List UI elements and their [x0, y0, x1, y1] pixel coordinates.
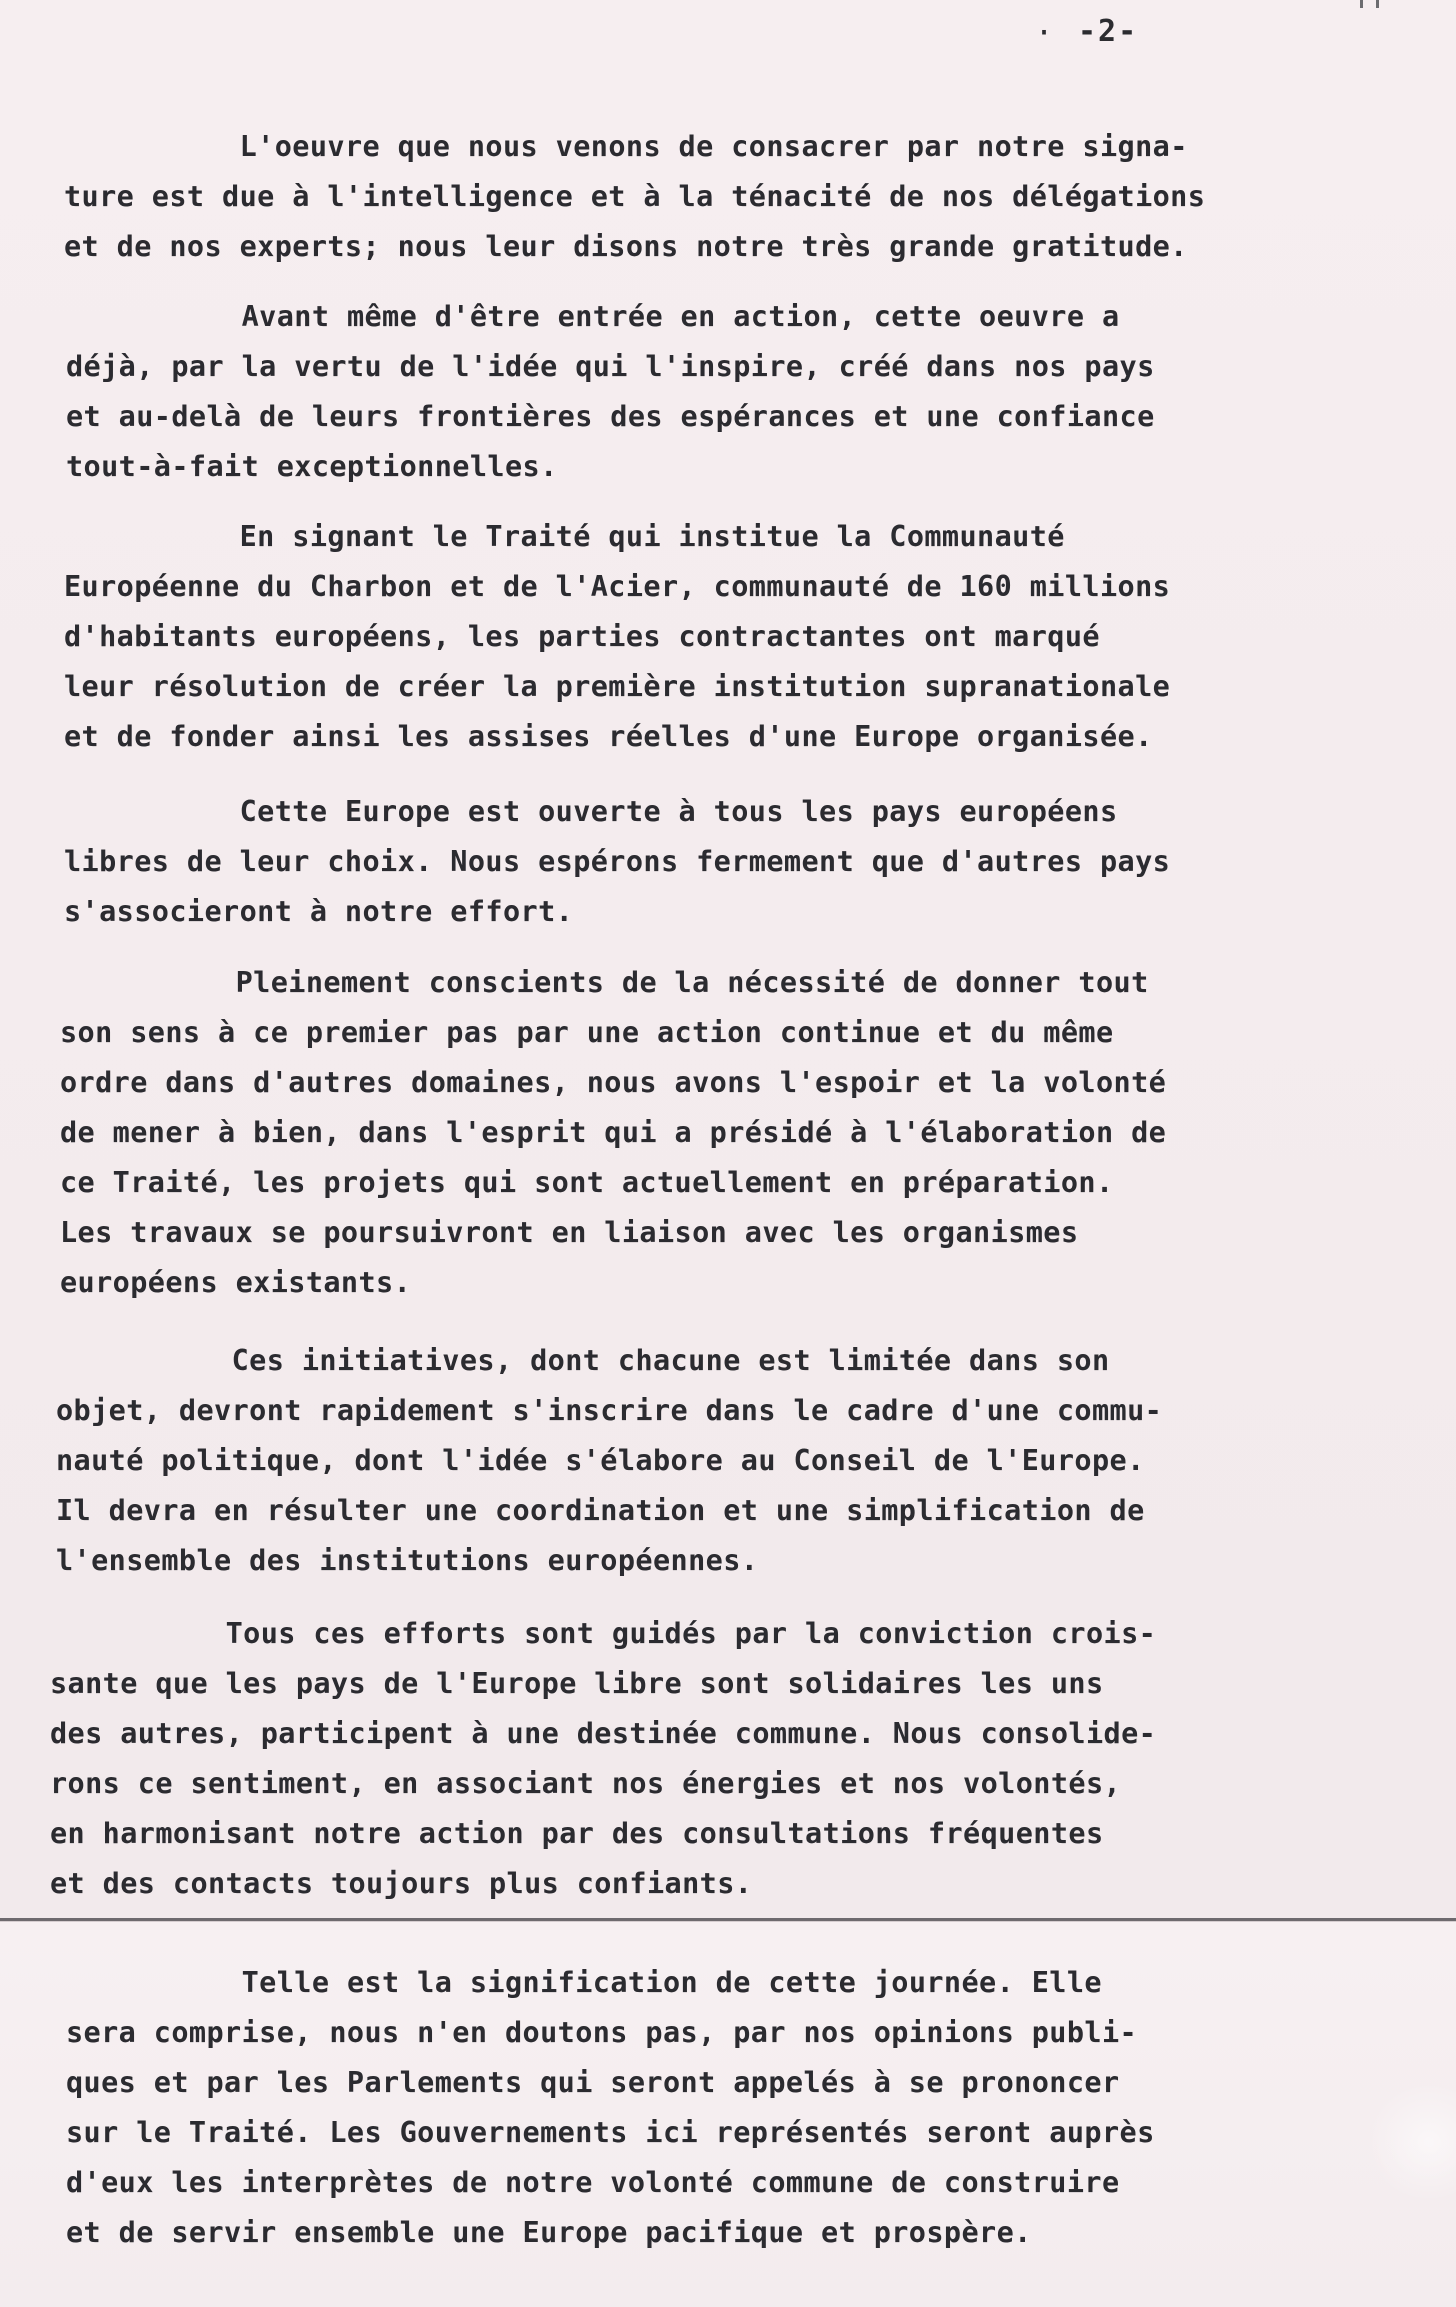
paragraph-projects: Pleinement conscients de la nécessité de donner tout son sens à ce premier pas par une action continue et du même ordre dans d'autres domaines, nous avons l'espoir et la volonté de mener à bien, dans l'esprit qui a présidé à l'élaboration de ce Traité, les projets qui sont actuellement en préparation. Les travaux se poursuivront en liaison avec les organismes européens existants. — [60, 966, 1167, 1299]
paragraph-gratitude: L'oeuvre que nous venons de consacrer par notre signa- ture est due à l'intelligence et à la ténacité de nos délégations et de nos experts; nous leur disons notre très grande gratitude. — [64, 130, 1206, 263]
paragraph-initiatives: Ces initiatives, dont chacune est limitée dans son objet, devront rapidement s'inscrire dans le cadre d'une commu- nauté politique, dont l'idée s'élabore au Conseil de l'Europe. Il devra en résulter une coordination et une simplification de l'ensemble des institutions européennes. — [56, 1344, 1163, 1577]
paragraph-treaty: En signant le Traité qui institue la Communauté Européenne du Charbon et de l'Acier, communauté de 160 millions d'habitants européens, les parties contractantes ont marqué leur résolution de créer la première institution supranationale et de fonder ainsi les assises réelles d'une Europe organisée. — [64, 520, 1171, 753]
lower-sheet — [0, 1922, 1456, 2307]
paragraph-efforts: Tous ces efforts sont guidés par la conviction crois- sante que les pays de l'Europe libre sont solidaires les uns des autres, participent à une destinée commune. Nous consolide- rons ce sentiment, en associant nos énergies et nos volontés, en harmonisant notre action par des consultations fréquentes et des contacts toujours plus confiants. — [50, 1617, 1157, 1900]
paragraph-significance: Telle est la signification de cette journée. Elle sera comprise, nous n'en doutons pas, par nos opinions publi- ques et par les Parlements qui seront appelés à se prononcer sur le Traité. Les Gouvernements ici représentés seront auprès d'eux les interprètes de notre volonté commune de construire et de servir ensemble une Europe pacifique et prospère. — [66, 1966, 1155, 2249]
paper-stain — [1366, 2082, 1456, 2202]
paragraph-hopes: Avant même d'être entrée en action, cette oeuvre a déjà, par la vertu de l'idée qui l'inspire, créé dans nos pays et au-delà de leurs frontières des espérances et une confiance tout-à-fait exceptionnelles. — [66, 300, 1155, 483]
page-number: -2- — [1078, 14, 1139, 49]
page-dot: · — [1035, 16, 1054, 51]
paragraph-open-europe: Cette Europe est ouverte à tous les pays européens libres de leur choix. Nous espérons fermement que d'autres pays s'associeront à notre effort. — [64, 795, 1171, 928]
